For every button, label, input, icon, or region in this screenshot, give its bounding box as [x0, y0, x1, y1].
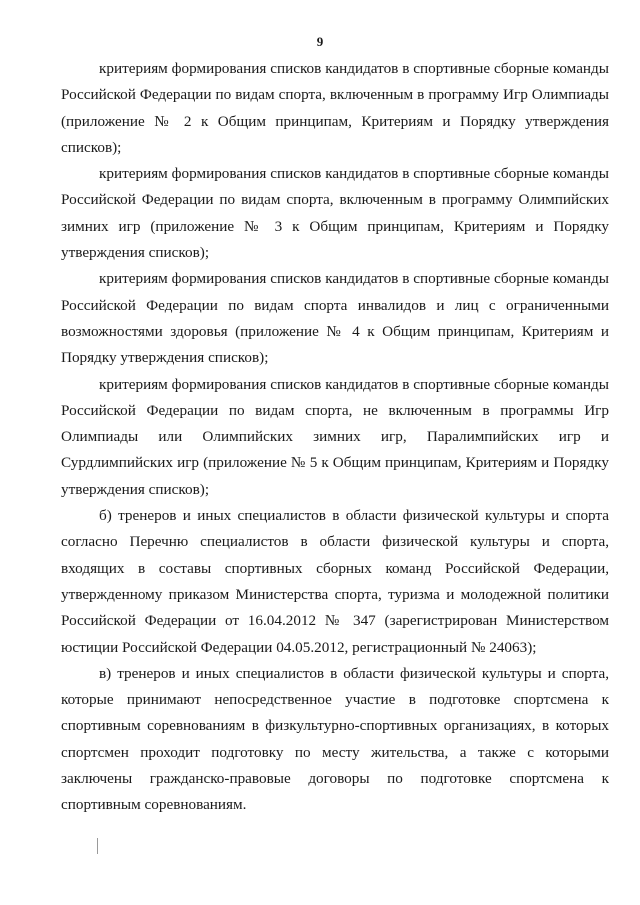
- paragraph-item-v-coaches: в) тренеров и иных специалистов в области физической культуры и спорта, которые принимают непосредственное участие в подготовке спортсмена к спортивным соревнованиям в физкультурно-спортивных организациях, в которых спортсмен проходит подготовку по месту жительства, а также с которыми заключены гражданско-правовые договоры по подготовке спортсмена к спортивным соревнованиям.: [61, 664, 609, 814]
- paragraph-criteria-disabled-sports: критериям формирования списков кандидатов в спортивные сборные команды Российской Федерации по видам спорта инвалидов и лиц с ограниченными возможностями здоровья (приложение № 4 к Общим принципам, Критериям и Порядку утверждения списков);: [61, 270, 609, 367]
- paragraph-criteria-winter-olympics: критериям формирования списков кандидатов в спортивные сборные команды Российской Федерации по видам спорта, включенным в программу Олимпийских зимних игр (приложение № 3 к Общим принципам, Критериям и Порядку утверждения списков);: [61, 165, 609, 262]
- paragraph-item-b-coaches: б) тренеров и иных специалистов в области физической культуры и спорта согласно Перечню специалистов в области физической культуры и спорта, входящих в составы спортивных сборных команд Российской Федерации, утвержденному приказом Министерства спорта, туризма и молодежной политики Российской Федерации от 16.04.2012 № 347 (зарегистрирован Министерством юстиции Российской Федерации 04.05.2012, регистрационный № 24063);: [61, 507, 609, 656]
- scan-mark: [97, 838, 98, 854]
- page-number: 9: [316, 34, 324, 49]
- paragraph-criteria-olympiad: критериям формирования списков кандидатов в спортивные сборные команды Российской Федерации по видам спорта, включенным в программу Игр Олимпиады (приложение № 2 к Общим принципам, Критериям и Порядку утверждения списков);: [61, 60, 609, 156]
- document-body: [61, 56, 609, 819]
- paragraph-criteria-non-olympic: критериям формирования списков кандидатов в спортивные сборные команды Российской Федерации по видам спорта, не включенным в программы Игр Олимпиады или Олимпийских зимних игр, Паралимпийских игр и Сурдлимпийских игр (приложение № 5 к Общим принципам, Критериям и Порядку утверждения списков);: [61, 375, 609, 498]
